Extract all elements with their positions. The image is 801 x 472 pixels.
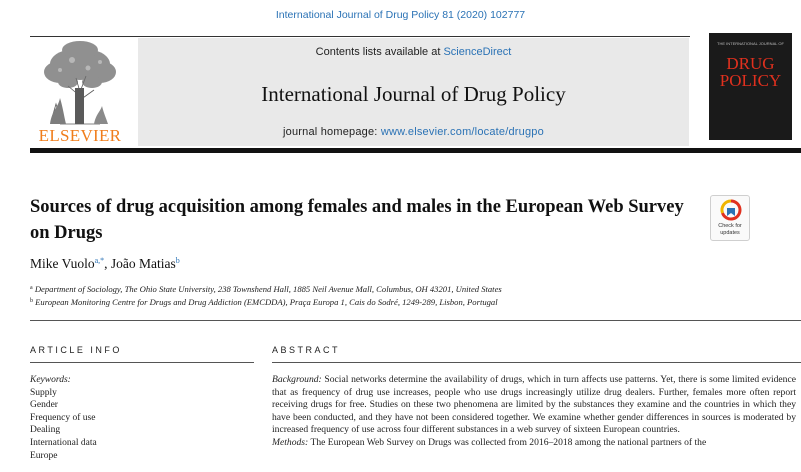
keyword-item: Gender bbox=[30, 400, 58, 411]
journal-cover[interactable] bbox=[709, 33, 792, 140]
author-separator: , bbox=[104, 256, 111, 271]
publisher-name: ELSEVIER bbox=[38, 126, 122, 145]
methods-text: The European Web Survey on Drugs was collected from 2016–2018 among the national partners of the bbox=[308, 436, 707, 448]
keywords-list bbox=[30, 374, 97, 462]
header-divider bbox=[30, 36, 690, 37]
author-name[interactable]: João Matias bbox=[110, 256, 176, 271]
cover-kicker: THE INTERNATIONAL JOURNAL OF bbox=[717, 41, 784, 46]
journal-homepage-line bbox=[138, 126, 689, 138]
homepage-prefix: journal homepage: bbox=[283, 126, 381, 138]
keyword-item: Dealing bbox=[30, 425, 61, 436]
background-text: Social networks determine the availability of drugs, which in turn affects use patterns. Yet, there is some limited evidence that as frequency of drug use increases, people who use drugs increasingly utilize drug dealers. Further, females more often report receiving drugs for free. Studies on these two phenomena are limited by the substances they examine and the countries in which they have been conducted, and they have not been considered together. We examine whether gender differences in sources is moderated by increased frequency of use across four different substances in a web survey of sixteen European countries. bbox=[272, 374, 796, 436]
author-affiliation-marks[interactable]: b bbox=[175, 256, 180, 265]
journal-homepage-link[interactable]: www.elsevier.com/locate/drugpo bbox=[380, 126, 544, 138]
abstract-methods-paragraph bbox=[272, 437, 796, 450]
background-label: Background: bbox=[272, 374, 322, 385]
article-info-heading: ARTICLE INFO bbox=[30, 345, 122, 355]
keyword-item: Supply bbox=[30, 387, 57, 398]
cover-title-line1: DRUG bbox=[726, 54, 775, 73]
author-name[interactable]: Mike Vuolo bbox=[30, 256, 95, 271]
abstract-rule bbox=[272, 362, 801, 363]
methods-label: Methods: bbox=[272, 436, 309, 448]
keywords-label: Keywords: bbox=[30, 375, 71, 385]
article-title: Sources of drug acquisition among females and males in the European Web Survey on Drugs bbox=[30, 197, 684, 243]
journal-masthead bbox=[138, 38, 689, 146]
author-list bbox=[30, 256, 180, 272]
journal-citation[interactable]: International Journal of Drug Policy 81 (2020) 102777 bbox=[275, 9, 526, 21]
journal-title: International Journal of Drug Policy bbox=[261, 82, 566, 106]
sciencedirect-link[interactable]: ScienceDirect bbox=[443, 46, 512, 58]
check-for-updates-label bbox=[711, 223, 749, 236]
affiliation-b bbox=[30, 297, 498, 307]
article-info-rule bbox=[30, 362, 254, 363]
affiliation-mark: b bbox=[30, 298, 33, 304]
author-affiliation-marks[interactable]: a,* bbox=[94, 256, 105, 265]
abstract-background-paragraph bbox=[272, 374, 796, 437]
affiliation-text: European Monitoring Centre for Drugs and Drug Addiction (EMCDDA), Praça Europa 1, Cais do Sodré, 1249-289, Lisbon, Portugal bbox=[35, 297, 498, 307]
badge-line1: Check for bbox=[718, 223, 742, 229]
affiliation-mark: a bbox=[30, 285, 33, 291]
keyword-item: Europe bbox=[30, 450, 58, 461]
check-for-updates-icon bbox=[718, 199, 744, 221]
keyword-item: Frequency of use bbox=[30, 412, 96, 423]
section-divider bbox=[30, 320, 801, 321]
contents-available-line bbox=[138, 46, 689, 58]
keyword-item: International data bbox=[30, 437, 97, 448]
abstract-heading: ABSTRACT bbox=[272, 345, 341, 355]
tree-logo-icon bbox=[30, 38, 130, 128]
cover-title-line2: POLICY bbox=[719, 71, 782, 90]
contents-prefix: Contents lists available at bbox=[315, 46, 444, 58]
publisher-logo[interactable] bbox=[30, 38, 130, 146]
abstract-body bbox=[272, 374, 796, 450]
badge-line2: updates bbox=[720, 229, 740, 236]
affiliation-text: Department of Sociology, The Ohio State University, 238 Townshend Hall, 1885 Neil Avenue Mall, Columbus, OH 43201, United States bbox=[34, 284, 502, 294]
check-for-updates-badge[interactable] bbox=[710, 195, 750, 241]
affiliation-a bbox=[30, 284, 502, 294]
header-thick-divider bbox=[30, 148, 801, 153]
